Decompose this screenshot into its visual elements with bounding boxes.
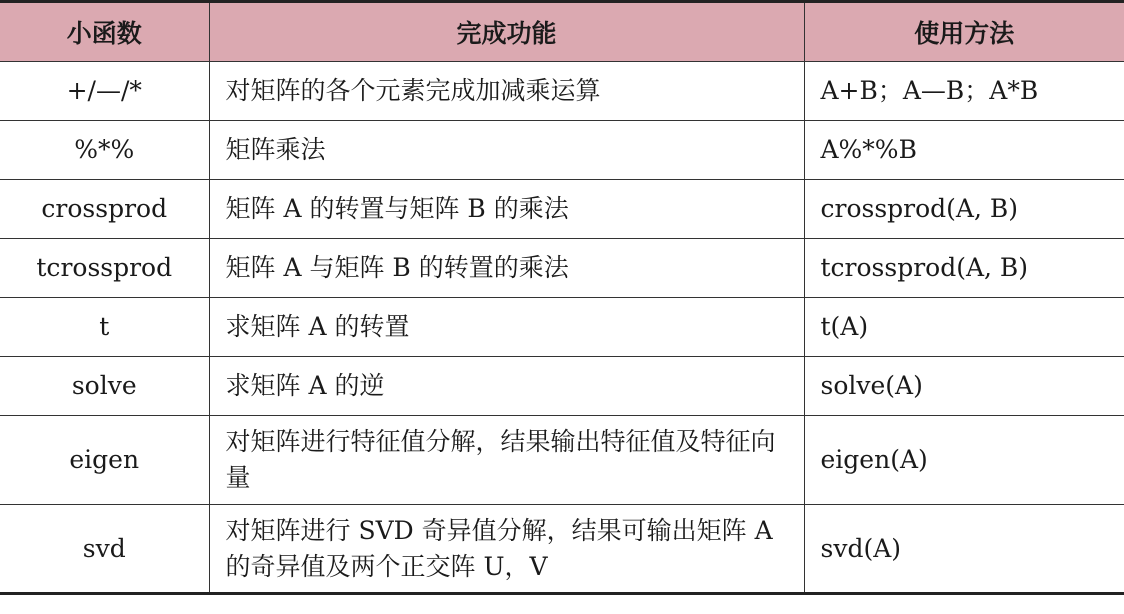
cell-function: svd <box>0 505 209 594</box>
cell-usage: solve(A) <box>804 357 1124 416</box>
table-row <box>0 239 1124 298</box>
cell-description: 矩阵乘法 <box>209 121 804 180</box>
cell-description: 求矩阵 A 的逆 <box>209 357 804 416</box>
table-row <box>0 121 1124 180</box>
header-usage: 使用方法 <box>804 2 1124 62</box>
table-row <box>0 357 1124 416</box>
cell-description: 对矩阵进行 SVD 奇异值分解，结果可输出矩阵 A 的奇异值及两个正交阵 U，V <box>209 505 804 594</box>
cell-usage: A+B；A—B；A*B <box>804 62 1124 121</box>
table-row <box>0 180 1124 239</box>
cell-function: tcrossprod <box>0 239 209 298</box>
header-function: 小函数 <box>0 2 209 62</box>
cell-function: t <box>0 298 209 357</box>
cell-usage: A%*%B <box>804 121 1124 180</box>
table-row <box>0 62 1124 121</box>
table-row <box>0 416 1124 505</box>
cell-description: 对矩阵的各个元素完成加减乘运算 <box>209 62 804 121</box>
cell-function: crossprod <box>0 180 209 239</box>
cell-description: 求矩阵 A 的转置 <box>209 298 804 357</box>
cell-usage: eigen(A) <box>804 416 1124 505</box>
table-row <box>0 505 1124 594</box>
table-header-row <box>0 2 1124 62</box>
cell-description: 矩阵 A 的转置与矩阵 B 的乘法 <box>209 180 804 239</box>
cell-function: solve <box>0 357 209 416</box>
table-row <box>0 298 1124 357</box>
cell-usage: t(A) <box>804 298 1124 357</box>
cell-description: 矩阵 A 与矩阵 B 的转置的乘法 <box>209 239 804 298</box>
cell-usage: svd(A) <box>804 505 1124 594</box>
cell-usage: crossprod(A, B) <box>804 180 1124 239</box>
cell-function: eigen <box>0 416 209 505</box>
cell-description: 对矩阵进行特征值分解，结果输出特征值及特征向量 <box>209 416 804 505</box>
cell-function: %*% <box>0 121 209 180</box>
cell-function: +/—/* <box>0 62 209 121</box>
cell-usage: tcrossprod(A, B) <box>804 239 1124 298</box>
header-description: 完成功能 <box>209 2 804 62</box>
